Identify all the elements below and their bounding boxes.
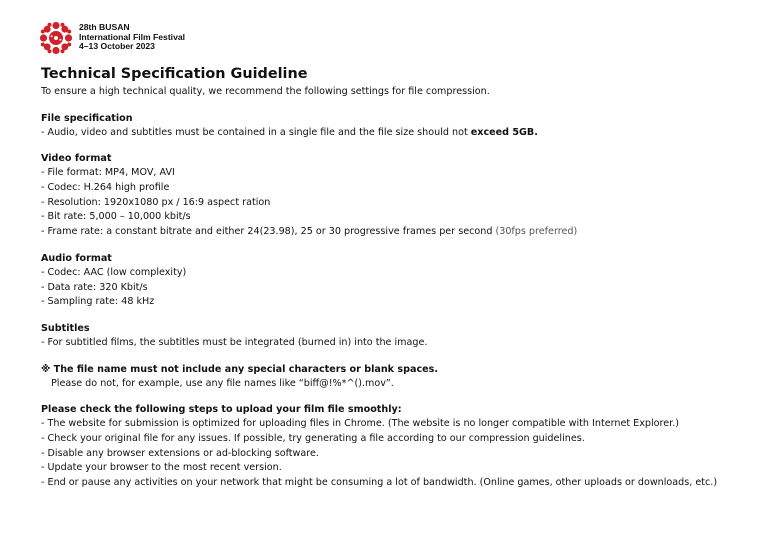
list-item: - Disable any browser extensions or ad-blocking software. <box>41 447 319 459</box>
frame-rate-item <box>41 225 756 240</box>
audio-heading: Audio format <box>41 252 112 264</box>
filename-notice <box>41 363 756 392</box>
list-item: - Bit rate: 5,000 – 10,000 kbit/s <box>41 211 191 223</box>
frame-rate-note: (30fps preferred) <box>495 226 578 238</box>
video-heading: Video format <box>41 153 112 165</box>
upload-heading: Please check the following steps to upload your film file smoothly: <box>41 404 402 416</box>
biff-logo-icon <box>39 21 73 55</box>
list-item: - The website for submission is optimized for uploading files in Chrome. (The website is no longer compatible with Internet Explorer.) <box>41 418 680 430</box>
page-title: Technical Specification Guideline <box>41 66 308 82</box>
file-spec-line <box>41 126 756 141</box>
upload-section <box>41 403 756 491</box>
file-size-limit: exceed 5GB. <box>470 126 538 138</box>
list-item: - Data rate: 320 Kbit/s <box>41 281 148 293</box>
list-item: - Check your original file for any issues. If possible, try generating a file according to our compression guidelines. <box>41 433 585 445</box>
festival-name <box>79 23 185 52</box>
list-item: - Resolution: 1920x1080 px / 16:9 aspect ration <box>41 196 271 208</box>
list-item: - Update your browser to the most recent version. <box>41 462 282 474</box>
file-spec-heading: File specification <box>41 112 133 124</box>
list-item: - File format: MP4, MOV, AVI <box>41 167 175 179</box>
intro-text: To ensure a high technical quality, we recommend the following settings for file compression. <box>41 86 490 97</box>
festival-header <box>39 21 185 55</box>
festival-dates: 4–13 October 2023 <box>79 41 155 52</box>
list-item: - Sampling rate: 48 kHz <box>41 296 155 308</box>
file-spec-section <box>41 112 756 141</box>
list-item: - For subtitled films, the subtitles must be integrated (burned in) into the image. <box>41 336 428 348</box>
video-section <box>41 152 756 240</box>
subtitles-heading: Subtitles <box>41 322 90 334</box>
festival-title: International Film Festival <box>79 31 186 42</box>
audio-section <box>41 252 756 310</box>
subtitles-section <box>41 322 756 351</box>
frame-rate-text: - Frame rate: a constant bitrate and either 24(23.98), 25 or 30 progressive frames per second <box>41 226 496 238</box>
list-item: - End or pause any activities on your network that might be consuming a lot of bandwidth. (Online games, other uploads or downloads, etc.) <box>41 477 718 489</box>
list-item: - Codec: AAC (low complexity) <box>41 266 187 278</box>
festival-edition: 28th BUSAN <box>79 22 130 32</box>
file-spec-text: - Audio, video and subtitles must be contained in a single file and the file size should not <box>41 126 471 138</box>
guideline-body <box>41 64 756 491</box>
notice-detail: Please do not, for example, use any file names like “biff@!%*^().mov”. <box>51 377 394 389</box>
notice-heading: ※ The file name must not include any special characters or blank spaces. <box>41 363 438 375</box>
list-item: - Codec: H.264 high profile <box>41 182 170 193</box>
